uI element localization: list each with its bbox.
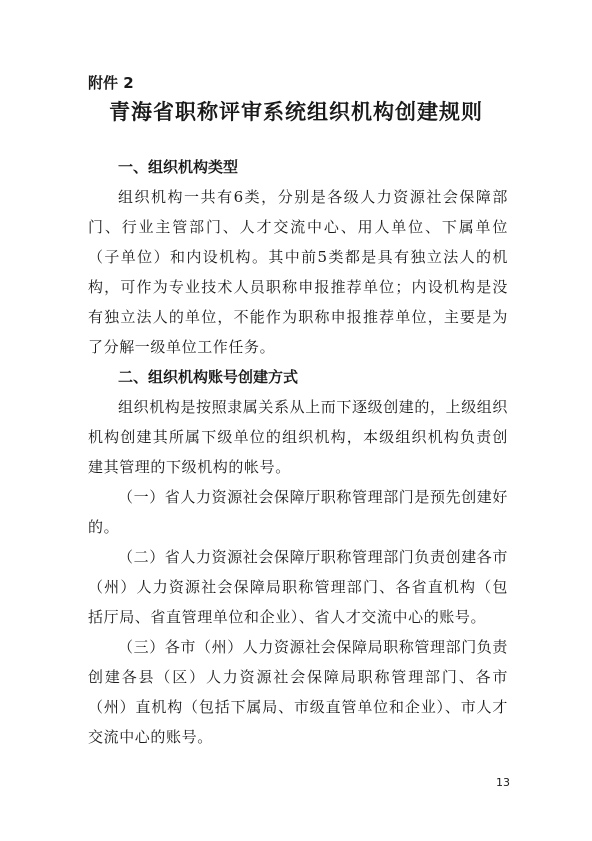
paragraph-item-2: （二）省人力资源社会保障厅职称管理部门负责创建各市（州）人力资源社会保障局职称管理部门、各省直机构（包括厅局、省直管理单位和企业）、省人才交流中心的账号。 [88, 548, 509, 626]
section-heading-account-creation: 二、组织机构账号创建方式 [118, 368, 299, 386]
attachment-label: 附件 2 [88, 74, 134, 92]
section-heading-types: 一、组织机构类型 [118, 158, 239, 176]
document-body [88, 152, 508, 752]
page-number: 13 [496, 776, 510, 789]
paragraph-account-intro: 组织机构是按照隶属关系从上而下逐级创建的，上级组织机构创建其所属下级单位的组织机构，本级组织机构负责创建其管理的下级机构的帐号。 [88, 398, 509, 476]
paragraph-item-1: （一）省人力资源社会保障厅职称管理部门是预先创建好的。 [88, 488, 509, 536]
paragraph-item-3: （三）各市（州）人力资源社会保障局职称管理部门负责创建各县（区）人力资源社会保障局职称管理部门、各市（州）直机构（包括下属局、市级直管单位和企业）、市人才交流中心的账号。 [88, 638, 509, 746]
paragraph-types-desc: 组织机构一共有6类，分别是各级人力资源社会保障部门、行业主管部门、人才交流中心、用人单位、下属单位（子单位）和内设机构。其中前5类都是具有独立法人的机构，可作为专业技术人员职称申报推荐单位；内设机构是没有独立法人的单位，不能作为职称申报推荐单位，主要是为了分解一级单位工作任务。 [88, 188, 508, 356]
document-title: 青海省职称评审系统组织机构创建规则 [109, 99, 483, 124]
